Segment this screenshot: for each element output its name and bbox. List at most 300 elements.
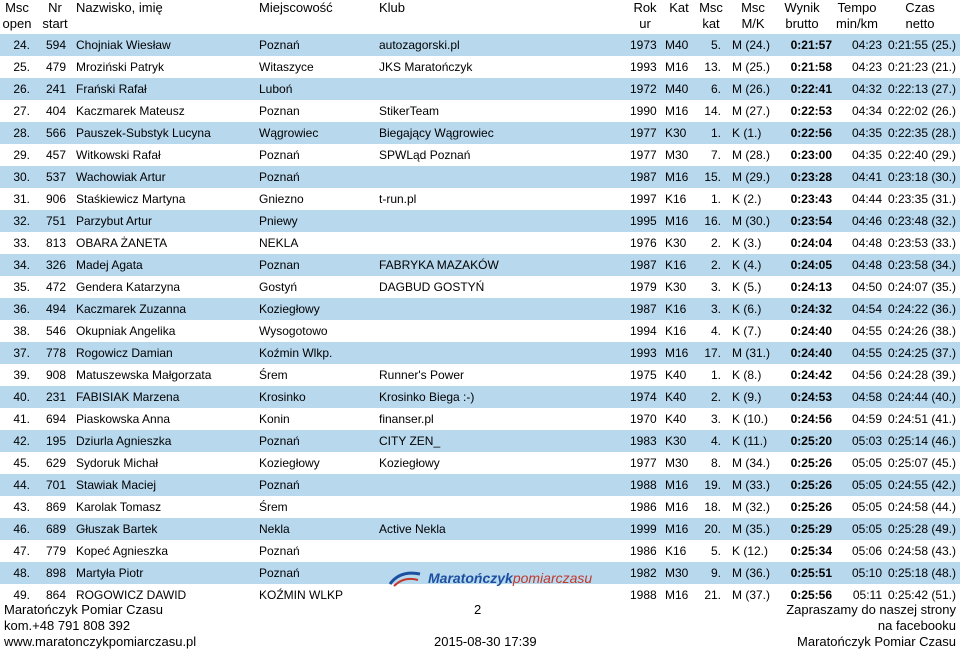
cell-city: Poznan: [259, 258, 300, 272]
cell-rok: 1995: [630, 214, 657, 228]
cell-nr: 779: [45, 544, 66, 558]
cell-msc: 38.: [13, 324, 30, 338]
cell-mk: 19.: [704, 478, 721, 492]
footer-company-right: Maratończyk Pomiar Czasu: [797, 634, 956, 649]
cell-tempo: 04:35: [851, 126, 882, 140]
cell-msc: 44.: [13, 478, 30, 492]
cell-tempo: 05:11: [852, 588, 882, 602]
cell-netto: 0:24:51 (41.): [887, 412, 956, 426]
cell-brutto: 0:21:58: [790, 60, 832, 74]
cell-nr: 195: [45, 434, 66, 448]
cell-name: Staśkiewicz Martyna: [76, 192, 186, 206]
cell-city: NEKLA: [259, 236, 299, 250]
cell-rok: 1987: [630, 170, 657, 184]
cell-mmk: M (35.): [732, 522, 771, 536]
cell-netto: 0:25:18 (48.): [887, 566, 956, 580]
cell-tempo: 04:55: [851, 346, 882, 360]
cell-netto: 0:23:35 (31.): [887, 192, 956, 206]
cell-nr: 778: [45, 346, 66, 360]
cell-brutto: 0:25:20: [790, 434, 832, 448]
cell-name: Pauszek-Substyk Lucyna: [76, 126, 211, 140]
cell-kat: M16: [665, 478, 689, 492]
table-row: [0, 364, 960, 386]
cell-brutto: 0:25:51: [790, 566, 832, 580]
cell-msc: 37.: [13, 346, 30, 360]
cell-tempo: 04:46: [851, 214, 882, 228]
cell-mmk: M (24.): [732, 38, 771, 52]
cell-nr: 537: [45, 170, 66, 184]
cell-rok: 1973: [630, 38, 657, 52]
cell-club: FABRYKA MAZAKÓW: [379, 258, 499, 272]
cell-brutto: 0:23:43: [790, 192, 832, 206]
cell-brutto: 0:24:53: [790, 390, 832, 404]
cell-tempo: 04:44: [851, 192, 882, 206]
table-row: [0, 100, 960, 122]
cell-mmk: M (37.): [732, 588, 771, 602]
cell-msc: 42.: [13, 434, 30, 448]
cell-nr: 701: [45, 478, 66, 492]
cell-mk: 1.: [710, 368, 721, 382]
cell-mmk: K (1.): [732, 126, 762, 140]
cell-name: Głuszak Bartek: [76, 522, 158, 536]
cell-nr: 689: [45, 522, 66, 536]
cell-tempo: 04:48: [851, 258, 882, 272]
cell-rok: 1977: [630, 456, 657, 470]
cell-mk: 5.: [710, 38, 721, 52]
table-row: [0, 430, 960, 452]
footer-datetime: 2015-08-30 17:39: [434, 634, 537, 649]
runner-icon: [388, 568, 422, 588]
cell-city: Koziegłowy: [259, 302, 320, 316]
cell-rok: 1988: [630, 478, 657, 492]
cell-tempo: 04:32: [851, 82, 882, 96]
cell-club: Runner's Power: [379, 368, 464, 382]
cell-mmk: M (34.): [732, 456, 771, 470]
cell-tempo: 04:23: [851, 60, 882, 74]
cell-rok: 1977: [630, 148, 657, 162]
cell-tempo: 04:58: [851, 390, 882, 404]
cell-mk: 2.: [710, 390, 721, 404]
cell-name: Mroziński Patryk: [76, 60, 165, 74]
cell-kat: K30: [665, 236, 687, 250]
cell-mk: 17.: [704, 346, 721, 360]
cell-name: Kopeć Agnieszka: [76, 544, 169, 558]
cell-rok: 1977: [630, 126, 657, 140]
cell-rok: 1994: [630, 324, 657, 338]
results-table: [0, 34, 960, 606]
cell-city: Śrem: [259, 368, 288, 382]
cell-nr: 594: [45, 38, 66, 52]
cell-brutto: 0:25:26: [790, 478, 832, 492]
cell-brutto: 0:23:28: [790, 170, 832, 184]
cell-kat: K30: [665, 126, 687, 140]
cell-name: Dziurla Agnieszka: [76, 434, 172, 448]
cell-name: Piaskowska Anna: [76, 412, 171, 426]
cell-msc: 43.: [13, 500, 30, 514]
cell-tempo: 04:54: [851, 302, 882, 316]
cell-city: Gostyń: [259, 280, 298, 294]
cell-kat: M16: [665, 500, 689, 514]
cell-netto: 0:22:13 (27.): [887, 82, 956, 96]
cell-kat: M16: [665, 588, 689, 602]
cell-rok: 1999: [630, 522, 657, 536]
cell-rok: 1993: [630, 346, 657, 360]
table-row: [0, 122, 960, 144]
cell-brutto: 0:24:56: [790, 412, 832, 426]
table-row: [0, 298, 960, 320]
cell-tempo: 04:55: [851, 324, 882, 338]
cell-nr: 326: [45, 258, 66, 272]
cell-club: Koziegłowy: [379, 456, 440, 470]
cell-msc: 34.: [13, 258, 30, 272]
footer-invite-line2[interactable]: na facebooku: [877, 618, 956, 633]
cell-club: JKS Maratończyk: [379, 60, 473, 74]
cell-brutto: 0:25:29: [790, 522, 832, 536]
table-row: [0, 78, 960, 100]
cell-name: Parzybut Artur: [76, 214, 153, 228]
cell-kat: M30: [665, 148, 689, 162]
cell-tempo: 04:59: [851, 412, 882, 426]
cell-msc: 39.: [13, 368, 30, 382]
cell-name: Kaczmarek Zuzanna: [76, 302, 187, 316]
cell-city: Wągrowiec: [259, 126, 319, 140]
cell-netto: 0:24:58 (43.): [887, 544, 956, 558]
cell-city: Gniezno: [259, 192, 304, 206]
cell-city: Luboń: [259, 82, 293, 96]
table-row: [0, 496, 960, 518]
cell-tempo: 04:56: [851, 368, 882, 382]
cell-nr: 869: [45, 500, 66, 514]
cell-nr: 813: [45, 236, 66, 250]
cell-kat: K30: [665, 434, 687, 448]
table-row: [0, 320, 960, 342]
cell-mmk: K (8.): [732, 368, 762, 382]
cell-kat: M16: [665, 170, 689, 184]
cell-brutto: 0:24:13: [790, 280, 832, 294]
cell-mmk: K (9.): [732, 390, 762, 404]
cell-kat: K16: [665, 192, 687, 206]
cell-name: Witkowski Rafał: [76, 148, 161, 162]
cell-kat: K30: [665, 280, 687, 294]
cell-netto: 0:23:58 (34.): [887, 258, 956, 272]
cell-nr: 404: [45, 104, 66, 118]
cell-rok: 1979: [630, 280, 657, 294]
table-row: [0, 166, 960, 188]
cell-kat: K16: [665, 324, 687, 338]
cell-nr: 457: [45, 148, 66, 162]
cell-msc: 45.: [13, 456, 30, 470]
cell-city: Poznań: [259, 566, 300, 580]
cell-tempo: 05:06: [851, 544, 882, 558]
cell-name: Martyła Piotr: [76, 566, 144, 580]
cell-nr: 494: [45, 302, 66, 316]
cell-mmk: M (36.): [732, 566, 771, 580]
table-row: [0, 34, 960, 56]
cell-mk: 2.: [710, 236, 721, 250]
cell-msc: 24.: [13, 38, 30, 52]
cell-club: Biegający Wągrowiec: [379, 126, 494, 140]
cell-mmk: K (7.): [732, 324, 762, 338]
cell-mk: 5.: [710, 544, 721, 558]
cell-mk: 1.: [710, 126, 721, 140]
cell-rok: 1988: [630, 588, 657, 602]
col-tempo: Tempo min/km: [836, 0, 878, 31]
cell-tempo: 04:23: [851, 38, 882, 52]
cell-netto: 0:24:07 (35.): [887, 280, 956, 294]
maratonczyk-logo: [388, 564, 593, 594]
table-row: [0, 540, 960, 562]
cell-rok: 1976: [630, 236, 657, 250]
cell-name: Matuszewska Małgorzata: [76, 368, 212, 382]
cell-mk: 21.: [704, 588, 721, 602]
table-row: [0, 56, 960, 78]
col-msc-mk: Msc M/K: [741, 0, 765, 31]
cell-brutto: 0:22:56: [790, 126, 832, 140]
cell-msc: 48.: [13, 566, 30, 580]
cell-msc: 32.: [13, 214, 30, 228]
cell-club: Active Nekla: [379, 522, 446, 536]
cell-mmk: M (30.): [732, 214, 771, 228]
cell-city: Poznań: [259, 148, 300, 162]
cell-kat: K16: [665, 258, 687, 272]
cell-name: FABISIAK Marzena: [76, 390, 180, 404]
cell-name: OBARA ŻANETA: [76, 236, 168, 250]
cell-netto: 0:25:07 (45.): [887, 456, 956, 470]
footer-website[interactable]: www.maratonczykpomiarczasu.pl: [4, 634, 197, 649]
cell-city: Konin: [259, 412, 290, 426]
cell-city: Poznań: [259, 434, 300, 448]
cell-tempo: 05:05: [851, 456, 882, 470]
table-row: [0, 474, 960, 496]
cell-netto: 0:23:18 (30.): [887, 170, 956, 184]
cell-nr: 694: [45, 412, 66, 426]
cell-tempo: 05:05: [851, 500, 882, 514]
cell-kat: M30: [665, 456, 689, 470]
cell-netto: 0:21:23 (21.): [887, 60, 956, 74]
results-header: [0, 0, 960, 34]
cell-name: Chojniak Wiesław: [76, 38, 171, 52]
cell-tempo: 05:03: [851, 434, 882, 448]
cell-nr: 906: [45, 192, 66, 206]
cell-mmk: K (2.): [732, 192, 762, 206]
table-row: [0, 386, 960, 408]
cell-netto: 0:25:28 (49.): [887, 522, 956, 536]
cell-brutto: 0:24:04: [790, 236, 832, 250]
cell-rok: 1972: [630, 82, 657, 96]
cell-msc: 46.: [13, 522, 30, 536]
cell-name: Wachowiak Artur: [76, 170, 166, 184]
cell-kat: K40: [665, 412, 687, 426]
cell-mmk: K (4.): [732, 258, 762, 272]
cell-name: ROGOWICZ DAWID: [76, 588, 187, 602]
cell-rok: 1987: [630, 258, 657, 272]
cell-msc: 30.: [13, 170, 30, 184]
cell-msc: 29.: [13, 148, 30, 162]
cell-city: Poznań: [259, 38, 300, 52]
cell-tempo: 04:50: [851, 280, 882, 294]
cell-tempo: 04:35: [851, 148, 882, 162]
cell-netto: 0:22:02 (26.): [887, 104, 956, 118]
cell-netto: 0:24:25 (37.): [887, 346, 956, 360]
col-rok: Rok ur: [633, 0, 657, 31]
cell-msc: 28.: [13, 126, 30, 140]
cell-tempo: 04:48: [851, 236, 882, 250]
cell-city: Poznań: [259, 170, 300, 184]
cell-mmk: K (5.): [732, 280, 762, 294]
cell-city: Poznań: [259, 478, 300, 492]
cell-tempo: 04:41: [851, 170, 882, 184]
cell-kat: M16: [665, 60, 689, 74]
cell-msc: 41.: [13, 412, 30, 426]
cell-name: Madej Agata: [76, 258, 143, 272]
logo-text: Maratończykpomiarczasu: [428, 570, 593, 586]
cell-tempo: 05:05: [851, 478, 882, 492]
cell-name: Karolak Tomasz: [76, 500, 162, 514]
table-row: [0, 210, 960, 232]
cell-city: Koźmin Wlkp.: [259, 346, 333, 360]
cell-mk: 4.: [710, 434, 721, 448]
cell-brutto: 0:25:26: [790, 456, 832, 470]
cell-mmk: K (11.): [732, 434, 768, 448]
cell-netto: 0:23:53 (33.): [887, 236, 956, 250]
cell-club: Krosinko Biega :-): [379, 390, 475, 404]
cell-kat: M16: [665, 104, 689, 118]
cell-kat: K40: [665, 390, 687, 404]
cell-nr: 546: [45, 324, 66, 338]
cell-mk: 18.: [704, 500, 721, 514]
table-row: [0, 254, 960, 276]
col-msc-kat: Msc kat: [699, 0, 723, 31]
cell-brutto: 0:24:40: [790, 324, 832, 338]
cell-brutto: 0:23:00: [790, 148, 832, 162]
cell-nr: 629: [45, 456, 66, 470]
cell-tempo: 04:34: [851, 104, 882, 118]
cell-brutto: 0:24:32: [790, 302, 832, 316]
cell-name: Stawiak Maciej: [76, 478, 157, 492]
table-row: [0, 408, 960, 430]
cell-mk: 14.: [704, 104, 721, 118]
cell-city: Wysogotowo: [259, 324, 328, 338]
cell-mmk: K (3.): [732, 236, 762, 250]
cell-city: Poznań: [259, 544, 300, 558]
cell-rok: 1982: [630, 566, 657, 580]
cell-nr: 479: [45, 60, 66, 74]
cell-city: Krosinko: [259, 390, 306, 404]
cell-netto: 0:22:40 (29.): [887, 148, 956, 162]
cell-mmk: M (32.): [732, 500, 771, 514]
cell-mmk: M (27.): [732, 104, 771, 118]
cell-rok: 1975: [630, 368, 657, 382]
cell-brutto: 0:21:57: [790, 38, 832, 52]
cell-nr: 751: [45, 214, 66, 228]
cell-mmk: M (29.): [732, 170, 771, 184]
footer-phone: kom.+48 791 808 392: [4, 618, 131, 633]
cell-city: Koziegłowy: [259, 456, 320, 470]
cell-kat: K16: [665, 302, 687, 316]
cell-msc: 36.: [13, 302, 30, 316]
cell-netto: 0:25:14 (46.): [887, 434, 956, 448]
cell-nr: 231: [45, 390, 66, 404]
cell-rok: 1990: [630, 104, 657, 118]
table-row: [0, 452, 960, 474]
cell-kat: M16: [665, 214, 689, 228]
cell-msc: 35.: [13, 280, 30, 294]
cell-club: DAGBUD GOSTYŃ: [379, 280, 485, 294]
cell-name: Okupniak Angelika: [76, 324, 176, 338]
cell-msc: 47.: [13, 544, 30, 558]
cell-msc: 40.: [13, 390, 30, 404]
cell-kat: M40: [665, 38, 689, 52]
cell-kat: M16: [665, 346, 689, 360]
col-name: Nazwisko, imię: [76, 0, 163, 15]
cell-name: Sydoruk Michał: [76, 456, 159, 470]
cell-mk: 3.: [710, 302, 721, 316]
cell-mk: 1.: [710, 192, 721, 206]
table-row: [0, 342, 960, 364]
cell-mk: 3.: [710, 412, 721, 426]
cell-brutto: 0:23:54: [790, 214, 832, 228]
cell-club: StikerTeam: [379, 104, 440, 118]
cell-club: finanser.pl: [379, 412, 434, 426]
cell-name: Frański Rafał: [76, 82, 147, 96]
table-row: [0, 276, 960, 298]
cell-kat: M40: [665, 82, 689, 96]
cell-mmk: M (33.): [732, 478, 771, 492]
cell-nr: 566: [45, 126, 66, 140]
cell-mk: 2.: [710, 258, 721, 272]
cell-msc: 33.: [13, 236, 30, 250]
cell-mk: 15.: [704, 170, 721, 184]
cell-brutto: 0:22:41: [790, 82, 832, 96]
cell-city: Nekla: [259, 522, 290, 536]
footer-invite-line1: Zapraszamy do naszej strony: [786, 602, 956, 617]
cell-msc: 49.: [13, 588, 30, 602]
cell-kat: K40: [665, 368, 687, 382]
col-club: Klub: [379, 0, 406, 15]
cell-netto: 0:24:58 (44.): [887, 500, 956, 514]
col-nr-start: Nr start: [42, 0, 68, 31]
cell-rok: 1986: [630, 544, 657, 558]
cell-mk: 16.: [704, 214, 721, 228]
cell-netto: 0:25:42 (51.): [887, 588, 956, 602]
col-kat: Kat: [669, 0, 689, 15]
cell-netto: 0:24:55 (42.): [887, 478, 956, 492]
cell-rok: 1970: [630, 412, 657, 426]
cell-name: Rogowicz Damian: [76, 346, 173, 360]
cell-city: Śrem: [259, 500, 288, 514]
cell-mmk: K (12.): [732, 544, 769, 558]
footer-page-number: 2: [474, 602, 482, 617]
cell-mk: 6.: [710, 82, 721, 96]
cell-tempo: 05:10: [851, 566, 882, 580]
cell-brutto: 0:24:40: [790, 346, 832, 360]
cell-city: Poznan: [259, 104, 300, 118]
cell-club: CITY ZEN_: [379, 434, 441, 448]
cell-rok: 1993: [630, 60, 657, 74]
cell-mmk: M (25.): [732, 60, 771, 74]
col-netto: Czas netto: [905, 0, 935, 31]
cell-msc: 26.: [13, 82, 30, 96]
col-brutto: Wynik brutto: [784, 0, 820, 31]
cell-rok: 1974: [630, 390, 657, 404]
cell-brutto: 0:25:56: [790, 588, 832, 602]
cell-mmk: M (26.): [732, 82, 771, 96]
cell-netto: 0:22:35 (28.): [887, 126, 956, 140]
cell-netto: 0:24:44 (40.): [887, 390, 956, 404]
cell-nr: 472: [45, 280, 66, 294]
cell-netto: 0:24:22 (36.): [887, 302, 956, 316]
cell-mk: 3.: [710, 280, 721, 294]
